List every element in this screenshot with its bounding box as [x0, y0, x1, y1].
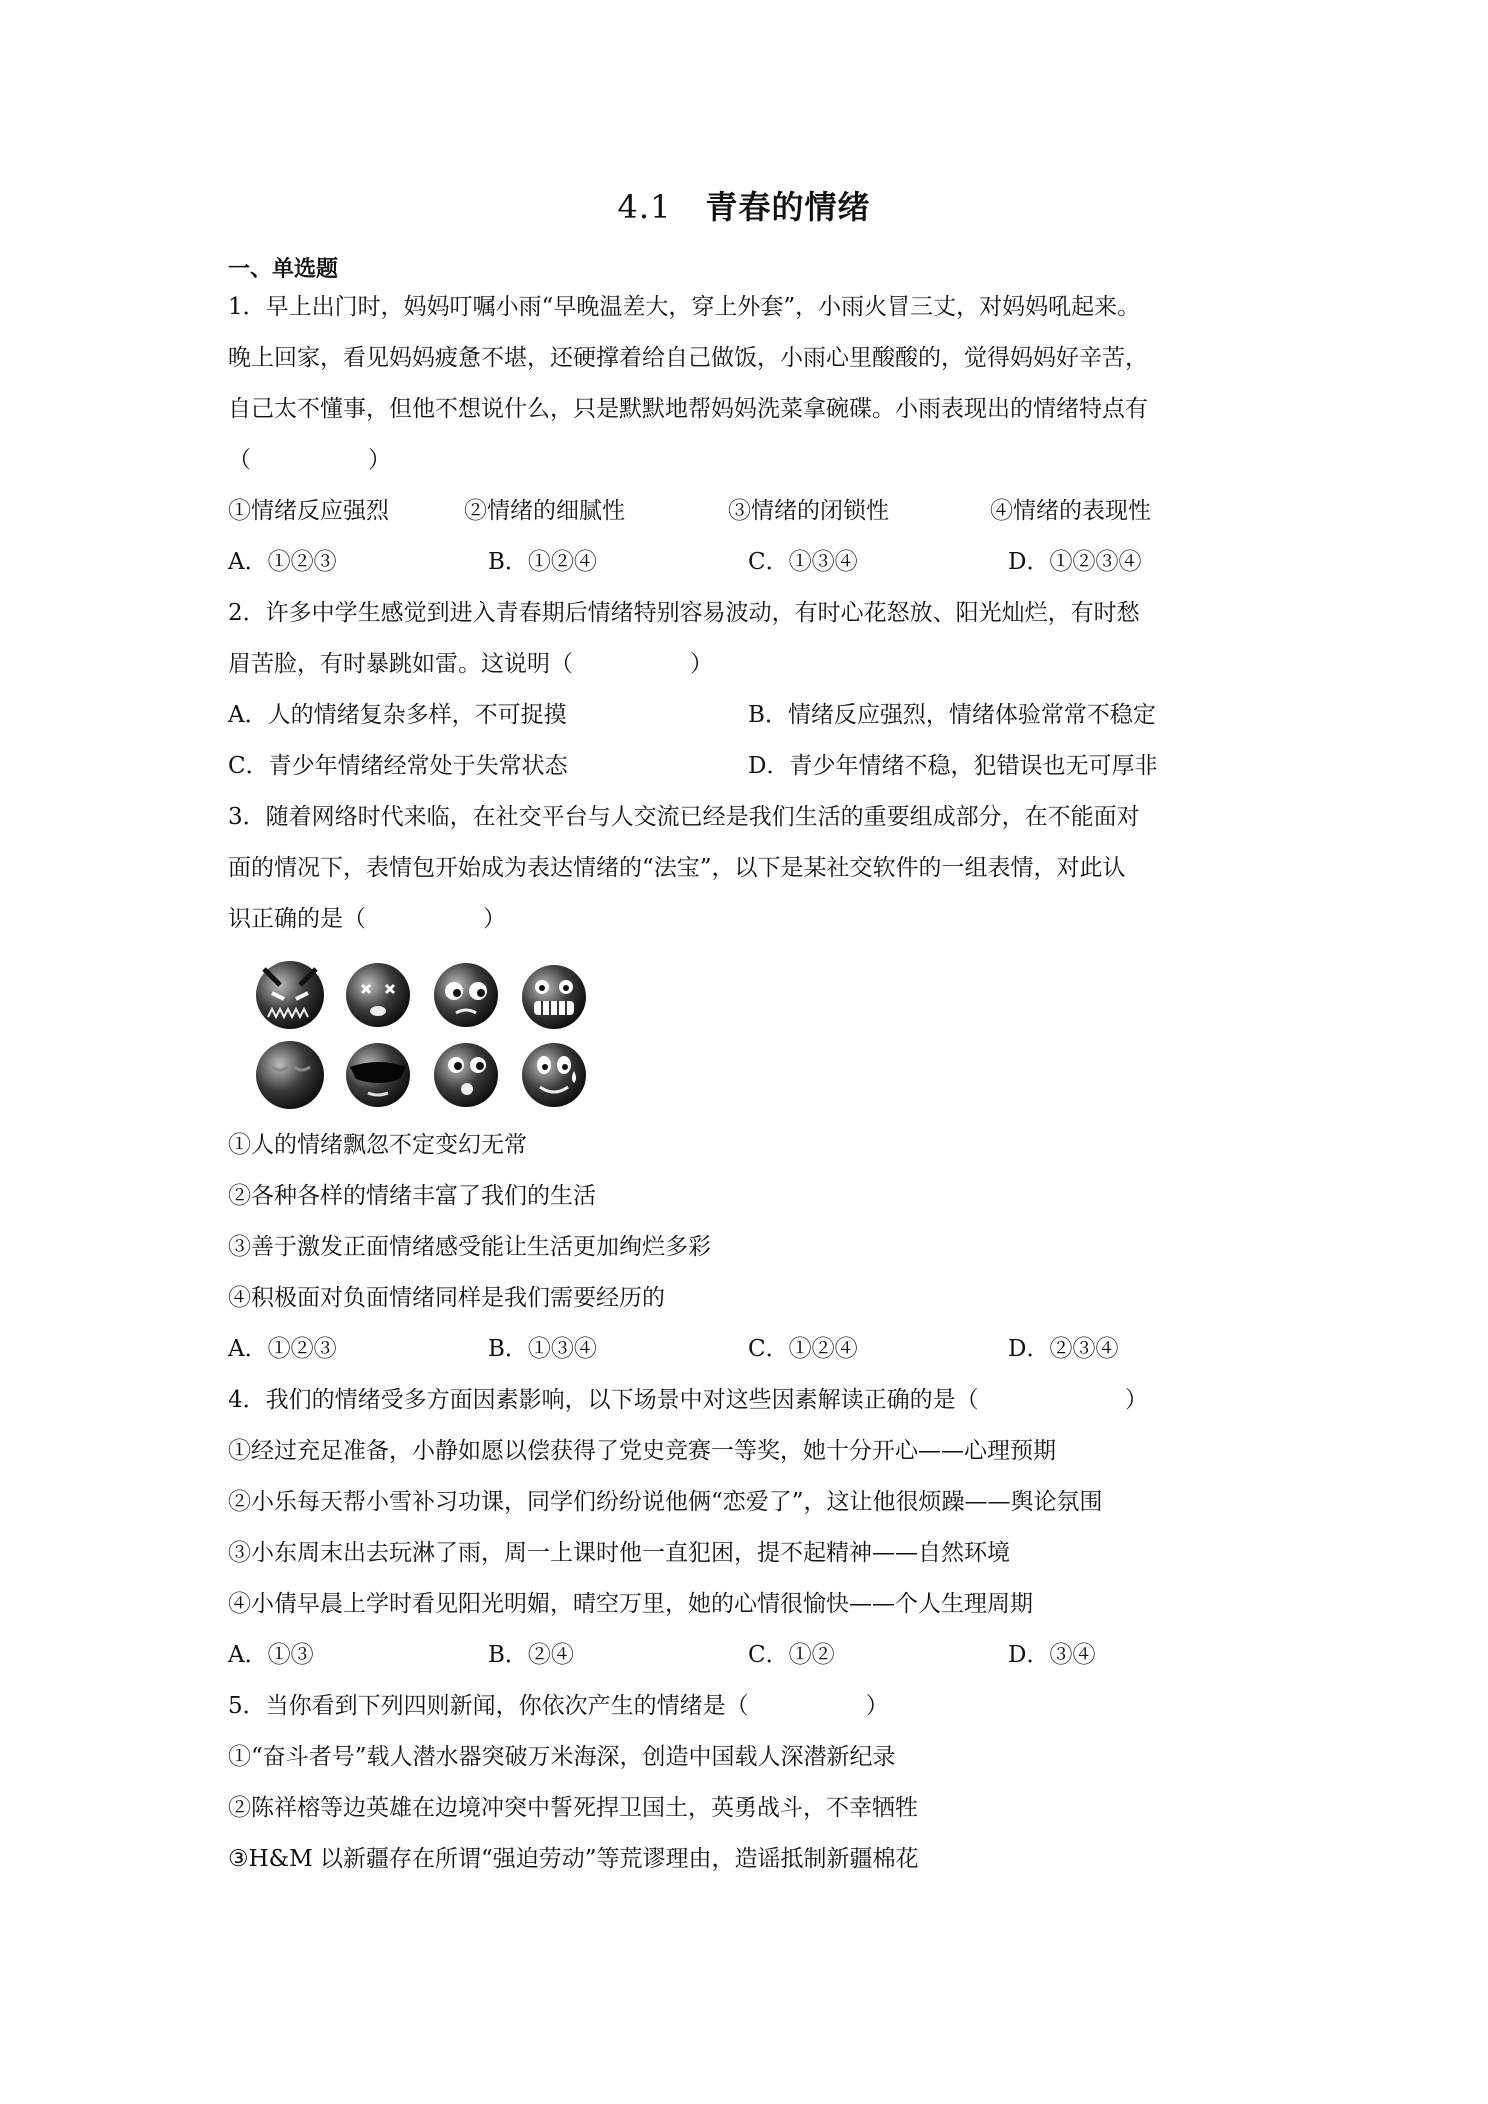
option-c[interactable]: C．青少年情绪经常处于失常状态 — [228, 753, 568, 779]
question-1-statements — [228, 486, 1268, 537]
statement-item: ③情绪的闭锁性 — [728, 498, 889, 524]
question-2 — [228, 588, 1268, 792]
statement-item: ④情绪的表现性 — [990, 498, 1151, 524]
section-heading: 一、单选题 — [228, 257, 339, 282]
question-2-line: 2．许多中学生感觉到进入青春期后情绪特别容易波动，有时心花怒放、阳光灿烂，有时愁 — [228, 600, 1140, 626]
answer-blank: （ ） — [228, 447, 391, 473]
question-4-options — [228, 1630, 1268, 1681]
option-c[interactable]: C．①②④ — [748, 1336, 858, 1362]
question-3-line: 面的情况下，表情包开始成为表达情绪的“法宝”，以下是某社交软件的一组表情，对此认 — [228, 855, 1126, 881]
statement-item: ④积极面对负面情绪同样是我们需要经历的 — [228, 1285, 665, 1311]
option-b[interactable]: B．①②④ — [488, 549, 597, 575]
question-3-line: 识正确的是（ ） — [228, 906, 506, 932]
sleeping-face-icon — [256, 1041, 324, 1109]
option-b[interactable]: B．②④ — [488, 1642, 574, 1668]
question-5-line: 5．当你看到下列四则新闻，你依次产生的情绪是（ ） — [228, 1693, 889, 1719]
question-3 — [228, 792, 1268, 1375]
option-b[interactable]: B．①③④ — [488, 1336, 597, 1362]
question-1-line: 晚上回家，看见妈妈疲惫不堪，还硬撑着给自己做饭，小雨心里酸酸的，觉得妈妈好辛苦， — [228, 345, 1148, 371]
statement-item: ②各种各样的情绪丰富了我们的生活 — [228, 1183, 596, 1209]
question-3-options — [228, 1324, 1268, 1375]
statement-item: ③善于激发正面情绪感受能让生活更加绚烂多彩 — [228, 1234, 711, 1260]
question-4 — [228, 1375, 1268, 1681]
question-1-line: 1．早上出门时，妈妈叮嘱小雨“早晚温差大，穿上外套”，小雨火冒三丈，对妈妈吼起来。 — [228, 294, 1141, 320]
question-3-line: 3．随着网络时代来临，在社交平台与人交流已经是我们生活的重要组成部分，在不能面对 — [228, 804, 1140, 830]
question-list — [228, 282, 1268, 1885]
option-c[interactable]: C．①② — [748, 1642, 835, 1668]
question-2-line: 眉苦脸，有时暴跳如雷。这说明（ ） — [228, 651, 713, 677]
statement-item: ③H&M 以新疆存在所谓“强迫劳动”等荒谬理由，造谣抵制新疆棉花 — [228, 1846, 919, 1872]
question-1 — [228, 282, 1268, 588]
option-a[interactable]: A．①②③ — [228, 549, 337, 575]
option-a[interactable]: A．①③ — [228, 1642, 314, 1668]
statement-item: ②小乐每天帮小雪补习功课，同学们纷纷说他俩“恋爱了”，这让他很烦躁——舆论氛围 — [228, 1489, 1103, 1515]
option-d[interactable]: D．青少年情绪不稳，犯错误也无可厚非 — [748, 753, 1158, 779]
question-5 — [228, 1681, 1268, 1885]
option-a[interactable]: A．①②③ — [228, 1336, 337, 1362]
page-title — [0, 182, 1488, 228]
statement-item: ③小东周末出去玩淋了雨，周一上课时他一直犯困，提不起精神——自然环境 — [228, 1540, 1010, 1566]
question-4-line: 4．我们的情绪受多方面因素影响，以下场景中对这些因素解读正确的是（ ） — [228, 1387, 1148, 1413]
statement-item: ①经过充足准备，小静如愿以偿获得了党史竞赛一等奖，她十分开心——心理预期 — [228, 1438, 1056, 1464]
question-1-options — [228, 537, 1268, 588]
title-number: 4.1 — [617, 188, 672, 226]
emoticon-image — [228, 945, 1268, 1120]
statement-item: ④小倩早晨上学时看见阳光明媚，晴空万里，她的心情很愉快——个人生理周期 — [228, 1591, 1033, 1617]
dizzy-face-icon — [346, 963, 410, 1027]
option-d[interactable]: D．③④ — [1008, 1642, 1096, 1668]
emoticon-grid-graphic — [250, 955, 610, 1115]
sunglasses-face-icon — [346, 1043, 410, 1107]
question-2-options-row — [228, 690, 1268, 741]
statement-item: ①人的情绪飘忽不定变幻无常 — [228, 1132, 527, 1158]
statement-item: ②情绪的细腻性 — [464, 498, 625, 524]
statement-item: ①情绪反应强烈 — [228, 498, 389, 524]
title-text: 青春的情绪 — [705, 188, 871, 226]
statement-item: ②陈祥榕等边英雄在边境冲突中誓死捍卫国土，英勇战斗，不幸牺牲 — [228, 1795, 918, 1821]
option-d[interactable]: D．②③④ — [1008, 1336, 1119, 1362]
surprised-face-icon — [434, 1043, 498, 1107]
question-1-line: 自己太不懂事，但他不想说什么，只是默默地帮妈妈洗菜拿碗碟。小雨表现出的情绪特点有 — [228, 396, 1148, 422]
option-c[interactable]: C．①③④ — [748, 549, 858, 575]
option-b[interactable]: B．情绪反应强烈，情绪体验常常不稳定 — [748, 702, 1156, 728]
crying-face-icon — [522, 1043, 586, 1107]
statement-item: ①“奋斗者号”载人潜水器突破万米海深，创造中国载人深潜新纪录 — [228, 1744, 896, 1770]
angry-face-icon — [256, 961, 324, 1029]
option-d[interactable]: D．①②③④ — [1008, 549, 1142, 575]
question-2-options-row — [228, 741, 1268, 792]
grinning-face-icon — [522, 965, 586, 1029]
option-a[interactable]: A．人的情绪复杂多样，不可捉摸 — [228, 702, 567, 728]
worried-face-icon — [434, 963, 498, 1027]
